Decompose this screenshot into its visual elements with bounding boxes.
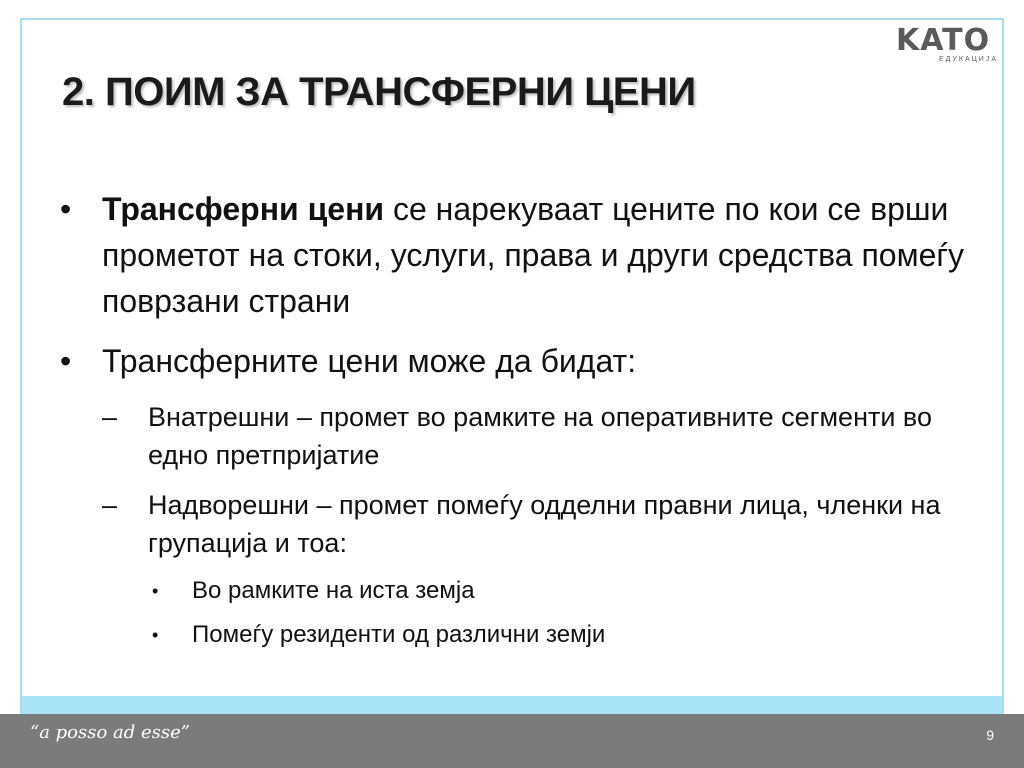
bullet-icon: •	[60, 191, 72, 227]
bullet-text: Трансферните цени може да бидат:	[102, 343, 637, 379]
footer-accent-band	[20, 696, 1004, 714]
bullet-icon: •	[60, 343, 72, 379]
subsub-item-text: Помеѓу резиденти од различни земји	[192, 621, 606, 648]
sub-item-external	[60, 486, 980, 562]
bullet-icon: •	[152, 581, 159, 601]
bullet-bold-term: Трансферни цени	[102, 191, 385, 227]
kato-logo	[896, 23, 1004, 66]
subsub-item-different-countries	[60, 618, 980, 652]
slide-title: 2. ПОИМ ЗА ТРАНСФЕРНИ ЦЕНИ	[62, 70, 696, 114]
subsub-item-same-country	[60, 574, 980, 608]
dash-icon: –	[102, 490, 118, 520]
bullet-icon: •	[152, 625, 159, 645]
bullet-item-types	[60, 338, 980, 384]
slide-content	[60, 186, 980, 662]
sub-item-text: Внатрешни – промет во рамките на оперативните сегменти во едно претпријатие	[148, 402, 932, 470]
subsub-item-text: Во рамките на иста земја	[192, 577, 475, 604]
footer-motto: “a posso ad esse”	[30, 722, 191, 743]
bullet-item-definition	[60, 186, 980, 324]
sub-item-text: Надворешни – промет помеѓу одделни правни лица, членки на групација и тоа:	[148, 490, 941, 558]
logo-subtext: ЕДУКАЦИЈА	[938, 56, 998, 63]
sub-item-internal	[60, 398, 980, 474]
dash-icon: –	[102, 402, 118, 432]
bullet-text: се нарекуваат цените по кои се врши прометот на стоки, услуги, права и други средства помеѓу поврзани страни	[102, 191, 965, 319]
logo-text: KATO	[896, 23, 991, 58]
page-number: 9	[986, 727, 994, 743]
